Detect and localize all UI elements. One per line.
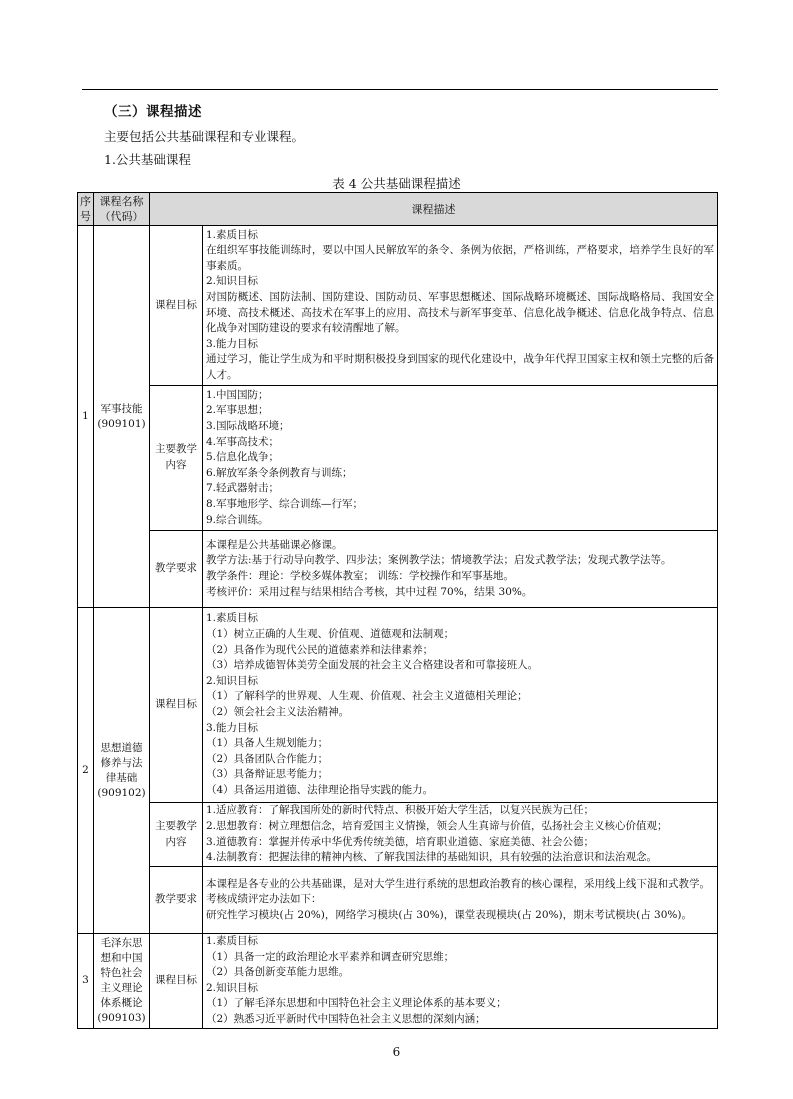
course-name: 思想道德修养与法律基础 [100,741,143,784]
description-line: 3.国际战略环境； [206,420,290,433]
section-description [203,608,718,803]
description-line: （2）具备作为现代公民的道德素养和法律素养； [206,643,434,656]
course-code: (909102) [97,786,146,799]
description-line: 2.军事思想； [206,404,269,417]
description-line: 对国防概述、国防法制、国防建设、国防动员、军事思想概述、国际战略环境概述、国际战略格局、我国安全环境、高技术概述、高技术在军事上的应用、高技术与新军事变革、信息化战争概述、信息化战争特点、信息化战争对国防建设的要求有较清醒地了解。 [206,290,714,335]
table-row [78,226,718,386]
course-seq: 3 [78,934,94,1029]
description-line: 3.能力目标 [206,337,259,350]
description-line: （2）具备团队合作能力； [206,752,329,765]
description-line: 7.轻武器射击； [206,482,280,495]
description-line: 1.素质目标 [206,228,259,241]
description-line: 考核成绩评定办法如下： [206,893,322,906]
table-row [78,934,718,1029]
description-line: （3）培养成德智体美劳全面发展的社会主义合格建设者和可靠接班人。 [206,659,539,672]
table-body [78,226,718,1029]
table-row [78,386,718,531]
description-line: 本课程是各专业的公共基础课，是对大学生进行系统的思想政治教育的核心课程，采用线上线下混和式教学。 [206,877,710,890]
description-line: 3.能力目标 [206,721,259,734]
section-description [203,531,718,608]
description-line: 1.素质目标 [206,612,259,625]
description-line: （1）树立正确的人生观、价值观、道德观和法制观； [206,628,455,641]
description-line: 6.解放军条令条例教育与训练； [206,466,353,479]
section-category: 主要教学内容 [150,386,203,531]
description-line: （4）具备运用道德、法律理论指导实践的能力。 [206,783,434,796]
description-line: 教学条件：理论：学校多媒体教室； 训练：学校操作和军事基地。 [206,570,514,582]
header-course: 课程名称（代码） [94,193,150,226]
section-heading: （三）课程描述 [104,104,202,120]
section-category: 课程目标 [150,226,203,386]
table-row [78,531,718,608]
description-line: 8.军事地形学、综合训练—行军； [206,497,364,510]
description-line: （1）了解科学的世界观、人生观、价值观、社会主义道德相关理论； [206,690,528,703]
description-line: （1）具备人生规划能力； [206,737,329,750]
course-code: (909101) [97,417,146,430]
description-line: 本课程是公共基础课必修课。 [206,538,343,551]
section-category: 教学要求 [150,531,203,608]
section-description [203,386,718,531]
intro-text: 主要包括公共基础课程和专业课程。 [104,129,305,144]
description-line: （1）了解毛泽东思想和中国特色社会主义理论体系的基本要义； [206,997,507,1010]
course-name-cell [94,608,150,934]
description-line: 4.军事高技术； [206,435,280,448]
description-line: （1）具备一定的政治理论水平素养和调查研究思维； [206,950,455,963]
description-line: 2.知识目标 [206,674,259,687]
description-line: 4.法制教育：把握法律的精神内核、了解我国法律的基础知识，具有较强的法治意识和法治观念。 [206,851,658,864]
section-description [203,803,718,867]
section-description [203,934,718,1029]
section-description [203,226,718,386]
table-row [78,608,718,803]
course-code: (909103) [97,1011,146,1024]
section-category: 课程目标 [150,608,203,803]
section-category: 教学要求 [150,867,203,934]
description-line: 考核评价：采用过程与结果相结合考核，其中过程 70%，结果 30%。 [206,585,533,598]
course-name: 毛泽东思想和中国特色社会主义理论体系概论 [100,936,143,1009]
section-category: 课程目标 [150,934,203,1029]
description-line: 3.道德教育：掌握并传承中华优秀传统美德，培育职业道德、家庭美德、社会公德； [206,835,595,848]
description-line: 研究性学习模块(占 20%)，网络学习模块(占 30%)，课堂表现模块(占 20%)，期末考试模块(占 30%)。 [206,908,692,921]
description-line: （2）领会社会主义法治精神。 [206,706,350,718]
description-line: 9.综合训练。 [206,513,269,526]
description-line: 2.知识目标 [206,275,259,288]
course-name-cell [94,934,150,1029]
course-description-table [77,192,718,1029]
section-description [203,867,718,934]
subheading: 1.公共基础课程 [104,152,191,167]
description-line: 1.中国国防； [206,388,269,401]
description-line: （3）具备辩证思考能力； [206,768,329,781]
header-description: 课程描述 [150,193,718,226]
description-line: 1.适应教育：了解我国所处的新时代特点、积极开始大学生活，以复兴民族为己任； [206,804,595,817]
description-line: 2.思想教育：树立理想信念，培育爱国主义情操，领会人生真谛与价值，弘扬社会主义核心价值观； [206,819,668,832]
page-number: 6 [392,1045,401,1059]
section-category: 主要教学内容 [150,803,203,867]
description-line: 教学方法:基于行动导向教学、四步法；案例教学法；情境教学法；启发式教学法；发现式教学法等。 [206,554,672,567]
table-row [78,803,718,867]
description-line: （2）熟悉习近平新时代中国特色社会主义思想的深刻内涵； [206,1012,486,1025]
description-line: 2.知识目标 [206,981,259,994]
header-seq: 序号 [78,193,94,226]
description-line: （2）具备创新变革能力思维。 [206,966,350,979]
description-line: 1.素质目标 [206,935,259,947]
description-line: 通过学习，能让学生成为和平时期积极投身到国家的现代化建设中，战争年代捍卫国家主权和领土完整的后备人才。 [206,353,714,381]
table-row [78,867,718,934]
table-caption: 表 4 公共基础课程描述 [332,176,461,191]
course-name: 军事技能 [100,402,143,415]
course-name-cell [94,226,150,608]
description-line: 在组织军事技能训练时，要以中国人民解放军的条令、条例为依据，严格训练，严格要求，培养学生良好的军事素质。 [206,244,714,272]
header-rule [82,89,718,90]
description-line: 5.信息化战争； [206,451,280,464]
course-seq: 2 [78,608,94,934]
course-seq: 1 [78,226,94,608]
